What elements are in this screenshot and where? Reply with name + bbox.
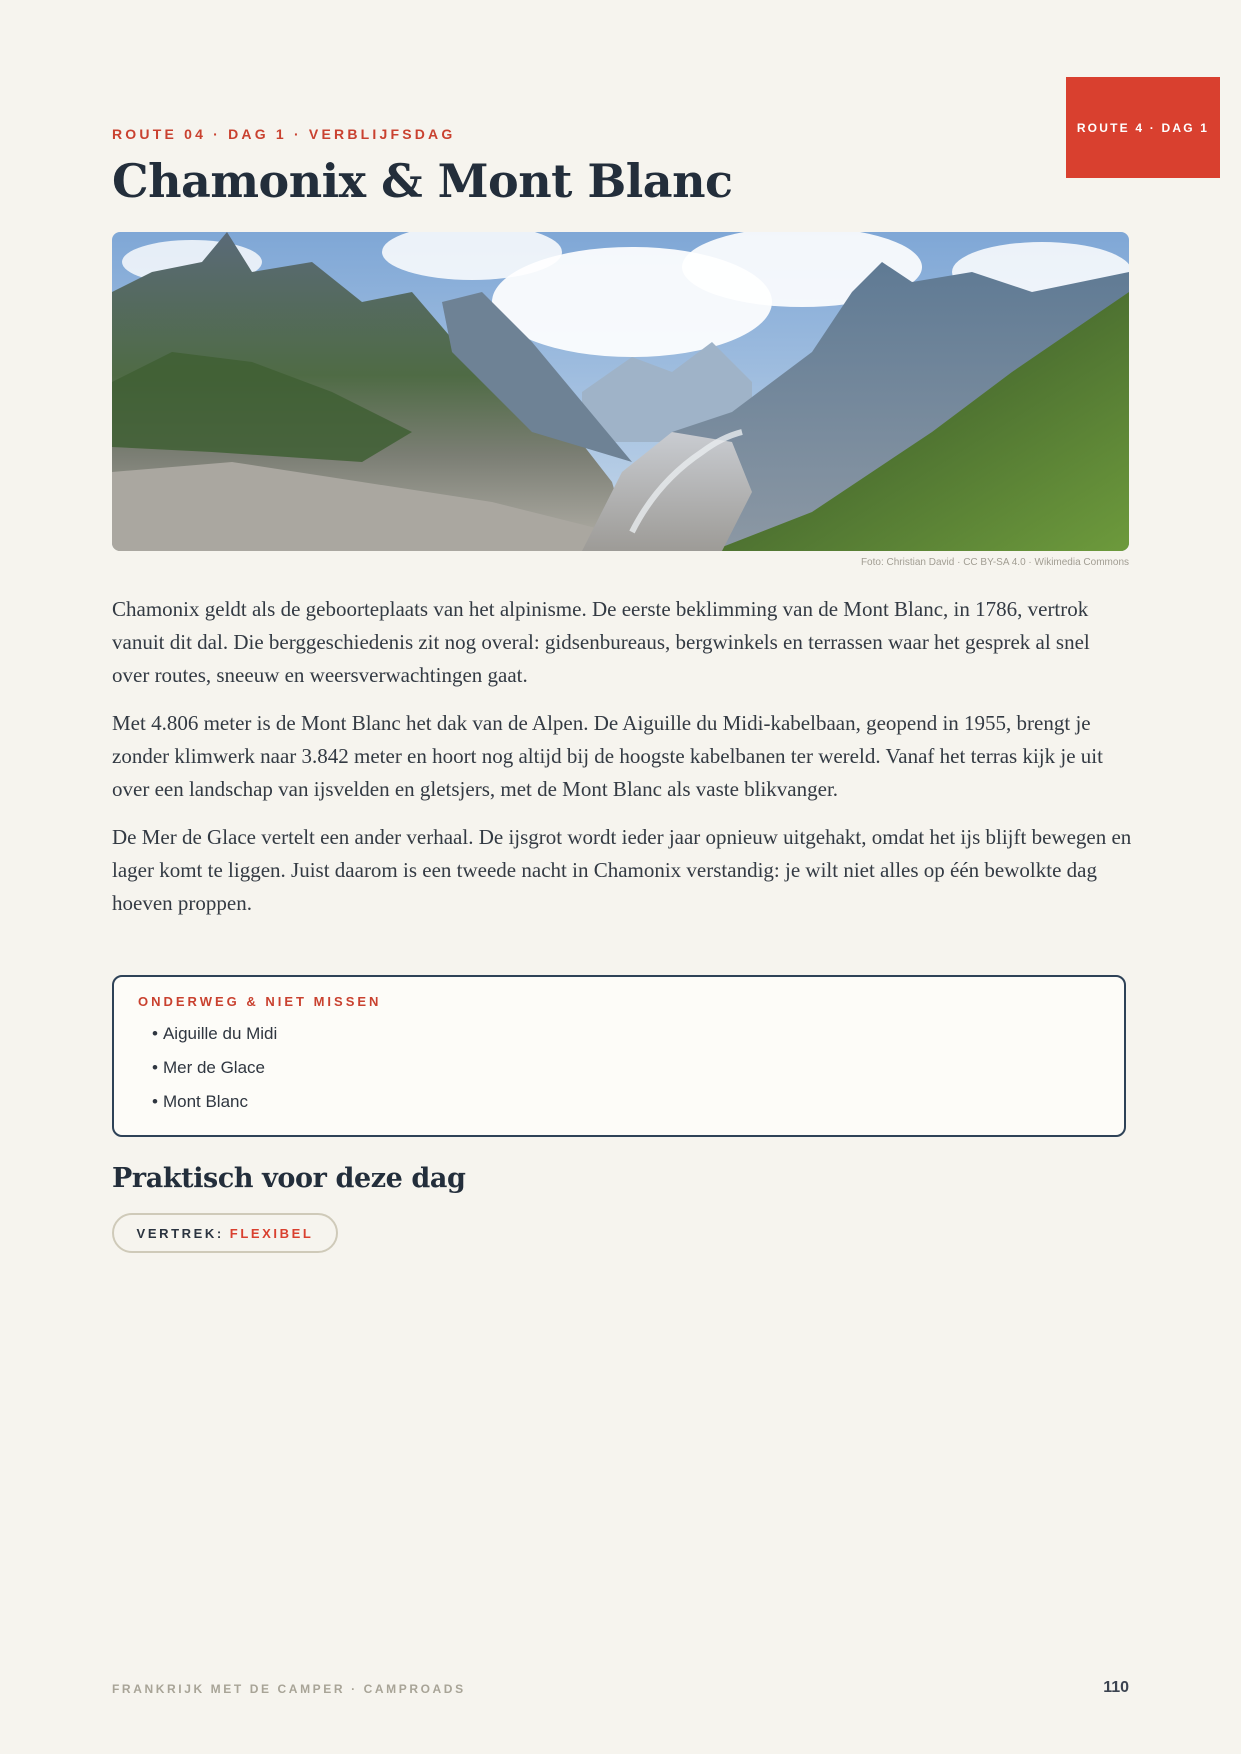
paragraph: Met 4.806 meter is de Mont Blanc het dak van de Alpen. De Aiguille du Midi-kabelbaan, geopend in 1955, brengt je zonder klimwerk naar 3.842 meter en hoort nog altijd bij de hoogste kabelbanen ter wereld. Vanaf het terras kijk je uit over een landschap van ijsvelden en gletsjers, met de Mont Blanc als vaste blikvanger. (112, 711, 1103, 801)
highlights-list (152, 1023, 277, 1125)
bullet-icon: • (152, 1024, 158, 1043)
body-text (112, 593, 1132, 935)
chapter-tab (1066, 77, 1220, 178)
highlights-title: ONDERWEG & NIET MISSEN (138, 994, 382, 1009)
list-item (152, 1057, 277, 1091)
departure-key: VERTREK: (136, 1225, 224, 1241)
photo-credit: Foto: Christian David · CC BY-SA 4.0 · Wikimedia Commons (860, 557, 1129, 568)
list-item-label: Mer de Glace (162, 1058, 265, 1077)
mountain-photo-icon (112, 232, 1129, 551)
paragraph: Chamonix geldt als de geboorteplaats van het alpinisme. De eerste beklimming van de Mont Blanc, in 1786, vertrok vanuit dit dal. Die berggeschiedenis zit nog overal: gidsenbureaus, bergwinkels en terrassen waar het gesprek al snel over routes, sneeuw en weersverwachtingen gaat. (112, 597, 1090, 687)
footer-publication: FRANKRIJK MET DE CAMPER · CAMPROADS (112, 1682, 466, 1696)
hero-photo (112, 232, 1129, 551)
page-number: 110 (1103, 1679, 1129, 1696)
list-item (152, 1091, 277, 1125)
bullet-icon: • (152, 1092, 158, 1111)
departure-badge (112, 1213, 338, 1253)
chapter-tab-label: ROUTE 4 · DAG 1 (1076, 120, 1210, 135)
list-item-label: Aiguille du Midi (162, 1024, 278, 1043)
practical-heading: Praktisch voor deze dag (112, 1163, 466, 1194)
page-title: Chamonix & Mont Blanc (112, 154, 733, 208)
highlights-box (112, 975, 1126, 1137)
list-item (152, 1023, 277, 1057)
bullet-icon: • (152, 1058, 158, 1077)
paragraph: De Mer de Glace vertelt een ander verhaal. De ijsgrot wordt ieder jaar opnieuw uitgehakt, omdat het ijs blijft bewegen en lager komt te liggen. Juist daarom is een tweede nacht in Chamonix verstandig: je wilt niet alles op één bewolkte dag hoeven proppen. (112, 825, 1132, 915)
departure-value: FLEXIBEL (229, 1225, 314, 1241)
page-kicker: ROUTE 04 · DAG 1 · VERBLIJFSDAG (112, 126, 456, 142)
list-item-label: Mont Blanc (162, 1092, 248, 1111)
